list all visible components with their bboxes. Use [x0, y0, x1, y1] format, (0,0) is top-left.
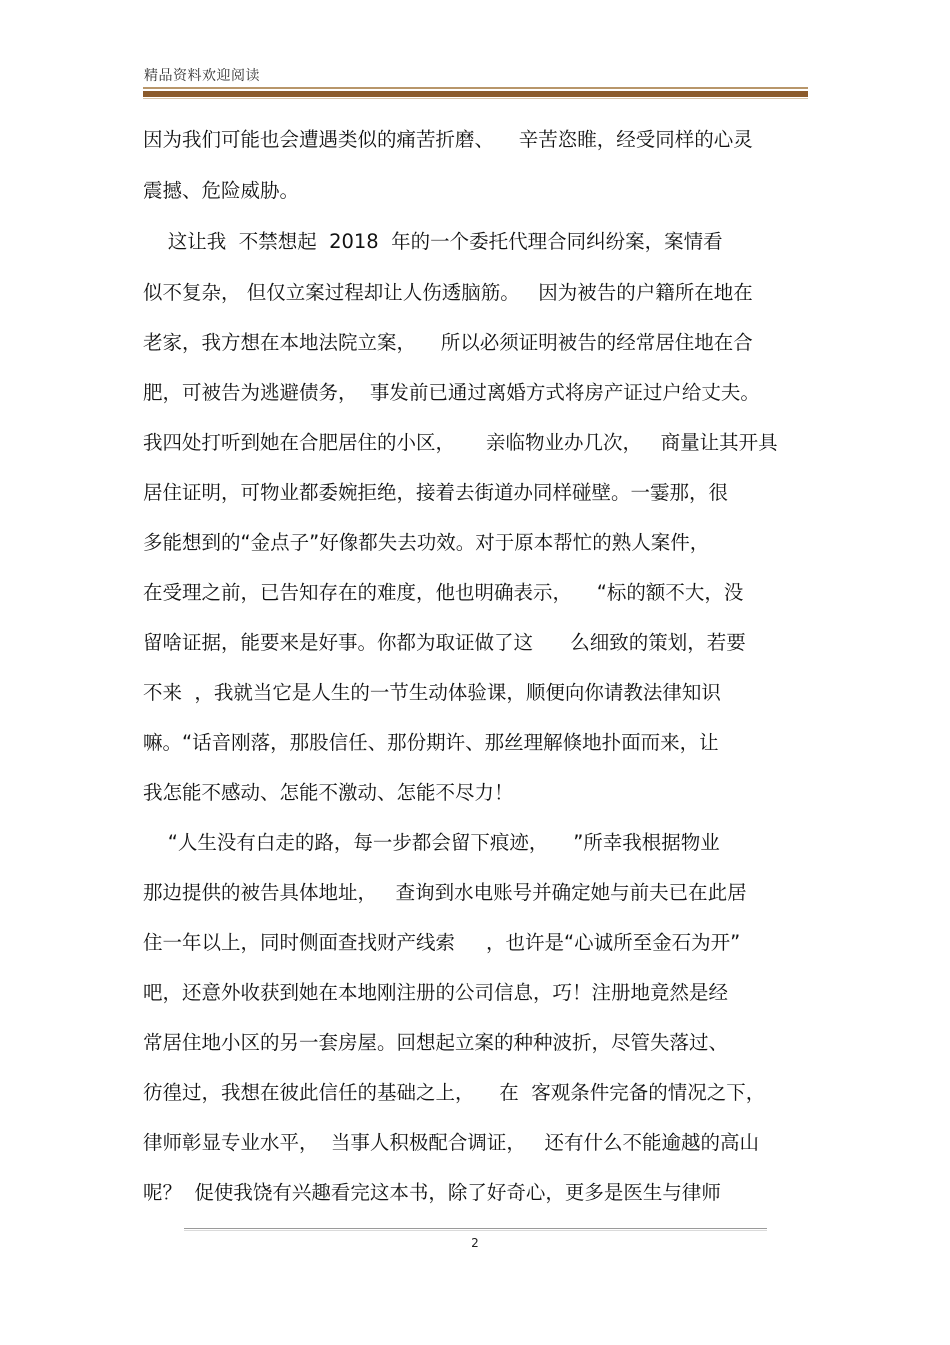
header-rule-thick: [143, 91, 808, 97]
body-line: 多能想到的“金点子”好像都失去功效。对于原本帮忙的熟人案件，: [143, 531, 710, 554]
body-line: 似不复杂， 但仅立案过程却让人伤透脑筋。 因为被告的户籍所在地在: [143, 281, 753, 304]
body-line: 老家，我方想在本地法院立案， 所以必须证明被告的经常居住地在合: [143, 331, 753, 354]
body-line: 肥，可被告为逃避债务， 事发前已通过离婚方式将房产证过户给丈夫。: [143, 381, 760, 404]
body-line: 常居住地小区的另一套房屋。回想起立案的种种波折，尽管失落过、: [143, 1031, 729, 1054]
header-title: 精品资料欢迎阅读: [144, 68, 260, 84]
body-line: 我怎能不感动、怎能不激动、怎能不尽力！: [143, 781, 514, 804]
body-line: 居住证明，可物业都委婉拒绝，接着去街道办同样碰壁。一霎那，很: [143, 481, 729, 504]
body-line: 嘛。“话音刚落，那股信任、那份期许、那丝理解倏地扑面而来，让: [143, 731, 719, 754]
footer-rule: [184, 1228, 767, 1229]
body-line: 震撼、危险威胁。: [143, 179, 300, 202]
body-line: 律师彰显专业水平， 当事人积极配合调证， 还有什么不能逾越的高山: [143, 1131, 759, 1154]
body-line: 住一年以上，同时侧面查找财产线索 ，也许是“心诚所至金石为开”: [143, 931, 741, 954]
body-line: 这让我 不禁想起 2018 年的一个委托代理合同纠纷案，案情看: [143, 230, 723, 253]
body-line: 因为我们可能也会遭遇类似的痛苦折磨、 辛苦恣睢，经受同样的心灵: [143, 128, 753, 151]
page-number: 2: [471, 1236, 479, 1250]
header-rule-thin: [143, 87, 808, 89]
footer-rule-shadow: [184, 1230, 767, 1231]
body-line: 吧，还意外收获到她在本地刚注册的公司信息，巧！注册地竟然是经: [143, 981, 729, 1004]
body-line: 那边提供的被告具体地址， 查询到水电账号并确定她与前夫已在此居: [143, 881, 747, 904]
header-rule-light: [143, 98, 808, 99]
body-line: 不来 ，我就当它是人生的一节生动体验课，顺便向你请教法律知识: [143, 681, 721, 704]
body-line: “人生没有白走的路，每一步都会留下痕迹， ”所幸我根据物业: [143, 831, 720, 854]
body-line: 彷徨过，我想在彼此信任的基础之上， 在 客观条件完备的情况之下，: [143, 1081, 766, 1104]
body-line: 在受理之前，已告知存在的难度，他也明确表示， “标的额不大，没: [143, 581, 744, 604]
body-line: 呢？ 促使我饶有兴趣看完这本书，除了好奇心，更多是医生与律师: [143, 1181, 721, 1204]
body-line: 留啥证据，能要来是好事。你都为取证做了这 么细致的策划，若要: [143, 631, 746, 654]
body-line: 我四处打听到她在合肥居住的小区， 亲临物业办几次， 商量让其开具: [143, 431, 778, 454]
